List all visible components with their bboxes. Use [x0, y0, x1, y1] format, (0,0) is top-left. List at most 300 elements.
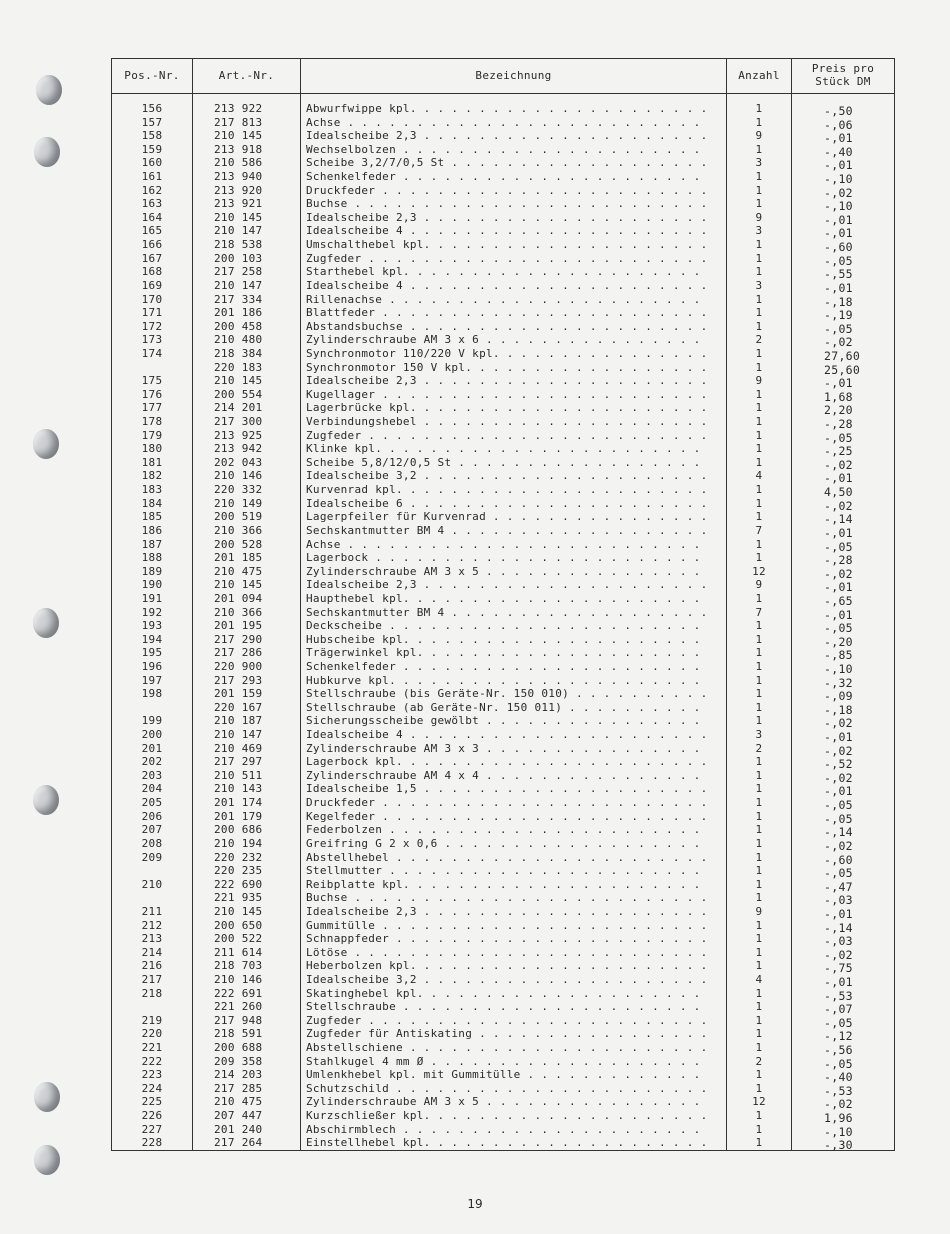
anzahl-cell: 1	[755, 415, 763, 429]
bezeichnung-cell: Verbindungshebel . . . . . . . . . . . . . . . . . . . . .	[306, 415, 708, 429]
anzahl-cell: 9	[755, 904, 763, 918]
preis-cell: -,01	[824, 526, 853, 540]
anzahl-cell: 1	[755, 796, 763, 810]
anzahl-cell: 1	[755, 959, 763, 973]
bezeichnung-column	[301, 94, 727, 1151]
art-cell: 218 384	[214, 346, 263, 360]
bezeichnung-cell: Druckfeder . . . . . . . . . . . . . . . . . . . . . . . .	[306, 183, 708, 197]
art-cell: 217 948	[214, 1013, 263, 1027]
punch-hole	[36, 75, 62, 105]
art-cell: 200 458	[214, 319, 263, 333]
bezeichnung-cell: Zylinderschraube AM 3 x 6 . . . . . . . . . . . . . . . .	[306, 333, 701, 347]
anzahl-cell: 1	[755, 102, 763, 115]
art-cell: 217 286	[214, 646, 263, 660]
art-cell: 210 475	[214, 1095, 263, 1109]
pos-cell: 183	[141, 483, 163, 497]
preis-cell: -,40	[824, 145, 853, 159]
pos-cell: 180	[141, 442, 163, 456]
pos-cell: 202	[141, 755, 163, 769]
pos-cell: 174	[141, 346, 163, 360]
art-cell: 200 688	[214, 1041, 263, 1055]
art-cell: 221 935	[214, 891, 263, 905]
bezeichnung-cell: Reibplatte kpl. . . . . . . . . . . . . . . . . . . . . .	[306, 877, 701, 891]
art-cell: 218 703	[214, 959, 263, 973]
anzahl-cell: 1	[755, 251, 763, 265]
bezeichnung-cell: Idealscheibe 2,3 . . . . . . . . . . . . . . . . . . . . .	[306, 904, 708, 918]
art-cell: 220 167	[214, 700, 263, 714]
preis-cell: 1,68	[824, 390, 853, 404]
art-cell: 214 203	[214, 1068, 263, 1082]
bezeichnung-cell: Stellschraube . . . . . . . . . . . . . . . . . . . . . .	[306, 1000, 701, 1014]
bezeichnung-cell: Zylinderschraube AM 3 x 3 . . . . . . . . . . . . . . . .	[306, 741, 701, 755]
pos-cell: 159	[141, 142, 163, 156]
pos-cell: 167	[141, 251, 163, 265]
art-cell: 213 918	[214, 142, 263, 156]
preis-cell: -,01	[824, 731, 853, 745]
bezeichnung-cell: Schnappfeder . . . . . . . . . . . . . . . . . . . . . . .	[306, 932, 708, 946]
art-cell: 201 195	[214, 619, 263, 633]
pos-cell: 204	[141, 782, 163, 796]
anzahl-cell: 1	[755, 1068, 763, 1082]
anzahl-cell: 1	[755, 170, 763, 184]
bezeichnung-cell: Synchronmotor 150 V kpl. . . . . . . . . . . . . . . . . .	[306, 360, 708, 374]
bezeichnung-cell: Zugfeder für Antiskating . . . . . . . . . . . . . . . . .	[306, 1027, 708, 1041]
art-cell: 210 145	[214, 374, 263, 388]
anzahl-cell: 1	[755, 714, 763, 728]
bezeichnung-cell: Stellschraube (ab Geräte-Nr. 150 011) . . . . . . . . . .	[306, 700, 701, 714]
bezeichnung-cell: Zugfeder . . . . . . . . . . . . . . . . . . . . . . . . .	[306, 251, 708, 265]
preis-cell: -,01	[824, 581, 853, 595]
preis-cell: 27,60	[824, 349, 861, 363]
preis-column	[792, 94, 895, 1151]
art-cell: 209 358	[214, 1054, 263, 1068]
pos-cell: 179	[141, 428, 163, 442]
preis-cell: -,01	[824, 472, 853, 486]
art-cell: 222 691	[214, 986, 263, 1000]
art-cell: 217 264	[214, 1136, 263, 1150]
anzahl-cell: 9	[755, 210, 763, 224]
pos-cell: 205	[141, 796, 163, 810]
art-cell: 200 519	[214, 510, 263, 524]
pos-cell: 178	[141, 415, 163, 429]
anzahl-cell: 7	[755, 523, 763, 537]
pos-cell: 217	[141, 973, 163, 986]
pos-cell: 212	[141, 918, 163, 932]
pos-cell	[112, 1000, 192, 1014]
bezeichnung-cell: Lagerbrücke kpl. . . . . . . . . . . . . . . . . . . . . .	[306, 401, 708, 415]
pos-cell	[112, 864, 192, 878]
preis-cell: -,02	[824, 499, 853, 513]
anzahl-cell: 1	[755, 782, 763, 796]
bezeichnung-cell: Kurzschließer kpl. . . . . . . . . . . . . . . . . . . . .	[306, 1109, 708, 1123]
art-cell: 201 186	[214, 306, 263, 320]
bezeichnung-cell: Heberbolzen kpl. . . . . . . . . . . . . . . . . . . . . .	[306, 959, 708, 973]
bezeichnung-cell: Blattfeder . . . . . . . . . . . . . . . . . . . . . . . .	[306, 306, 708, 320]
anzahl-cell: 1	[755, 932, 763, 946]
pos-cell: 211	[141, 904, 163, 918]
bezeichnung-cell: Hubscheibe kpl. . . . . . . . . . . . . . . . . . . . . .	[306, 632, 701, 646]
anzahl-cell: 1	[755, 945, 763, 959]
preis-cell: -,05	[824, 812, 853, 826]
pos-cell: 203	[141, 768, 163, 782]
preis-cell: -,01	[824, 227, 853, 241]
anzahl-cell: 3	[755, 156, 763, 170]
pos-cell: 194	[141, 632, 163, 646]
bezeichnung-cell: Schenkelfeder . . . . . . . . . . . . . . . . . . . . . .	[306, 659, 701, 673]
pos-cell: 210	[141, 877, 163, 891]
art-cell: 217 300	[214, 415, 263, 429]
anzahl-cell: 1	[755, 238, 763, 252]
bezeichnung-cell: Federbolzen . . . . . . . . . . . . . . . . . . . . . . .	[306, 823, 701, 837]
anzahl-cell: 1	[755, 700, 763, 714]
preis-cell: -,02	[824, 567, 853, 581]
bezeichnung-cell: Abstandsbuchse . . . . . . . . . . . . . . . . . . . . . .	[306, 319, 708, 333]
preis-cell: -,05	[824, 867, 853, 881]
anzahl-cell: 1	[755, 551, 763, 565]
bezeichnung-cell: Starthebel kpl. . . . . . . . . . . . . . . . . . . . . .	[306, 265, 701, 279]
header-preis	[792, 59, 895, 94]
art-cell: 218 591	[214, 1027, 263, 1041]
art-cell: 210 469	[214, 741, 263, 755]
header-pos: Pos.-Nr.	[112, 59, 193, 94]
pos-cell: 165	[141, 224, 163, 238]
pos-cell: 171	[141, 306, 163, 320]
pos-cell: 226	[141, 1109, 163, 1123]
art-cell: 210 480	[214, 333, 263, 347]
pos-cell: 220	[141, 1027, 163, 1041]
preis-cell: -,14	[824, 826, 853, 840]
anzahl-cell: 1	[755, 197, 763, 211]
page-number: 19	[467, 1197, 483, 1211]
pos-cell: 187	[141, 537, 163, 551]
anzahl-column	[727, 94, 792, 1151]
art-cell: 214 201	[214, 401, 263, 415]
anzahl-cell: 1	[755, 619, 763, 633]
bezeichnung-cell: Wechselbolzen . . . . . . . . . . . . . . . . . . . . . .	[306, 142, 701, 156]
pos-cell: 161	[141, 170, 163, 184]
anzahl-cell: 1	[755, 877, 763, 891]
art-cell: 213 940	[214, 170, 263, 184]
preis-cell: -,05	[824, 799, 853, 813]
preis-cell: -,03	[824, 894, 853, 908]
art-cell: 217 258	[214, 265, 263, 279]
preis-cell: -,02	[824, 771, 853, 785]
pos-cell: 201	[141, 741, 163, 755]
pos-cell: 214	[141, 945, 163, 959]
preis-cell: -,60	[824, 853, 853, 867]
anzahl-cell: 12	[752, 1095, 766, 1109]
pos-cell: 172	[141, 319, 163, 333]
art-cell: 217 813	[214, 115, 263, 129]
anzahl-cell: 1	[755, 687, 763, 701]
preis-cell: -,02	[824, 336, 853, 350]
anzahl-cell: 3	[755, 224, 763, 238]
preis-cell: -,01	[824, 976, 853, 989]
anzahl-cell: 1	[755, 659, 763, 673]
anzahl-cell: 1	[755, 1136, 763, 1150]
pos-cell: 209	[141, 850, 163, 864]
anzahl-cell: 1	[755, 918, 763, 932]
art-cell: 213 921	[214, 197, 263, 211]
bezeichnung-cell: Achse . . . . . . . . . . . . . . . . . . . . . . . . . .	[306, 115, 701, 129]
art-cell: 210 511	[214, 768, 263, 782]
preis-cell: -,40	[824, 1071, 853, 1085]
bezeichnung-cell: Idealscheibe 3,2 . . . . . . . . . . . . . . . . . . . . .	[306, 469, 708, 483]
art-cell: 210 586	[214, 156, 263, 170]
preis-cell: -,18	[824, 295, 853, 309]
art-cell: 210 366	[214, 523, 263, 537]
anzahl-cell: 1	[755, 1109, 763, 1123]
anzahl-cell: 1	[755, 1041, 763, 1055]
bezeichnung-cell: Rillenachse . . . . . . . . . . . . . . . . . . . . . . .	[306, 292, 701, 306]
art-cell: 210 147	[214, 728, 263, 742]
art-cell: 200 522	[214, 932, 263, 946]
bezeichnung-cell: Sechskantmutter BM 4 . . . . . . . . . . . . . . . . . . .	[306, 605, 708, 619]
anzahl-cell: 1	[755, 360, 763, 374]
preis-cell: -,03	[824, 935, 853, 949]
anzahl-cell: 1	[755, 319, 763, 333]
pos-cell: 177	[141, 401, 163, 415]
bezeichnung-cell: Zugfeder . . . . . . . . . . . . . . . . . . . . . . . . .	[306, 1013, 708, 1027]
anzahl-cell: 2	[755, 333, 763, 347]
header-bezeichnung: Bezeichnung	[301, 59, 727, 94]
anzahl-cell: 1	[755, 483, 763, 497]
anzahl-cell: 9	[755, 374, 763, 388]
pos-cell: 206	[141, 809, 163, 823]
pos-cell: 188	[141, 551, 163, 565]
anzahl-cell: 1	[755, 183, 763, 197]
pos-cell: 195	[141, 646, 163, 660]
art-cell: 200 528	[214, 537, 263, 551]
art-cell: 217 297	[214, 755, 263, 769]
art-cell: 210 147	[214, 278, 263, 292]
bezeichnung-cell: Lagerpfeiler für Kurvenrad . . . . . . . . . . . . . . . .	[306, 510, 708, 524]
preis-cell: -,19	[824, 309, 853, 323]
bezeichnung-cell: Schenkelfeder . . . . . . . . . . . . . . . . . . . . . .	[306, 170, 701, 184]
art-cell: 210 147	[214, 224, 263, 238]
anzahl-cell: 1	[755, 809, 763, 823]
preis-cell: -,52	[824, 758, 853, 772]
anzahl-cell: 12	[752, 564, 766, 578]
art-cell: 210 366	[214, 605, 263, 619]
preis-cell: -,05	[824, 622, 853, 636]
anzahl-cell: 1	[755, 1122, 763, 1136]
preis-cell: -,02	[824, 948, 853, 962]
art-cell: 200 103	[214, 251, 263, 265]
art-cell: 213 920	[214, 183, 263, 197]
pos-cell: 189	[141, 564, 163, 578]
art-cell: 222 690	[214, 877, 263, 891]
art-column	[193, 94, 301, 1151]
bezeichnung-cell: Idealscheibe 4 . . . . . . . . . . . . . . . . . . . . . .	[306, 728, 708, 742]
pos-cell: 196	[141, 659, 163, 673]
pos-cell: 170	[141, 292, 163, 306]
punch-hole	[34, 1145, 60, 1175]
bezeichnung-cell: Abstellhebel . . . . . . . . . . . . . . . . . . . . . . .	[306, 850, 708, 864]
pos-cell: 224	[141, 1081, 163, 1095]
anzahl-cell: 9	[755, 129, 763, 143]
bezeichnung-cell: Schutzschild . . . . . . . . . . . . . . . . . . . . . . .	[306, 1081, 708, 1095]
anzahl-cell: 1	[755, 387, 763, 401]
pos-cell: 157	[141, 115, 163, 129]
pos-cell: 156	[141, 102, 163, 115]
preis-cell: -,01	[824, 608, 853, 622]
punch-hole	[34, 137, 60, 167]
art-cell: 217 290	[214, 632, 263, 646]
bezeichnung-cell: Abstellschiene . . . . . . . . . . . . . . . . . . . . . .	[306, 1041, 708, 1055]
bezeichnung-cell: Druckfeder . . . . . . . . . . . . . . . . . . . . . . . .	[306, 796, 708, 810]
art-cell: 217 293	[214, 673, 263, 687]
anzahl-cell: 1	[755, 455, 763, 469]
bezeichnung-cell: Umlenkhebel kpl. mit Gummitülle . . . . . . . . . . . . .	[306, 1068, 701, 1082]
anzahl-cell: 2	[755, 1054, 763, 1068]
pos-cell: 191	[141, 591, 163, 605]
bezeichnung-cell: Umschalthebel kpl. . . . . . . . . . . . . . . . . . . . .	[306, 238, 708, 252]
anzahl-cell: 1	[755, 755, 763, 769]
pos-cell: 185	[141, 510, 163, 524]
preis-cell: -,05	[824, 540, 853, 554]
bezeichnung-cell: Zylinderschraube AM 4 x 4 . . . . . . . . . . . . . . . .	[306, 768, 701, 782]
anzahl-cell: 1	[755, 768, 763, 782]
preis-cell: -,20	[824, 635, 853, 649]
bezeichnung-cell: Lagerbock . . . . . . . . . . . . . . . . . . . . . . . .	[306, 551, 701, 565]
preis-cell: -,01	[824, 213, 853, 227]
preis-cell: -,02	[824, 1098, 853, 1112]
bezeichnung-cell: Einstellhebel kpl. . . . . . . . . . . . . . . . . . . . .	[306, 1136, 708, 1150]
art-cell: 220 332	[214, 483, 263, 497]
bezeichnung-cell: Gummitülle . . . . . . . . . . . . . . . . . . . . . . . .	[306, 918, 708, 932]
art-cell: 202 043	[214, 455, 263, 469]
anzahl-cell: 1	[755, 401, 763, 415]
preis-cell: -,53	[824, 1084, 853, 1098]
anzahl-cell: 1	[755, 1081, 763, 1095]
pos-cell: 223	[141, 1068, 163, 1082]
anzahl-cell: 1	[755, 591, 763, 605]
preis-cell: -,75	[824, 962, 853, 976]
pos-cell: 181	[141, 455, 163, 469]
bezeichnung-cell: Idealscheibe 1,5 . . . . . . . . . . . . . . . . . . . . .	[306, 782, 708, 796]
anzahl-cell: 1	[755, 115, 763, 129]
anzahl-cell: 1	[755, 496, 763, 510]
art-cell: 200 686	[214, 823, 263, 837]
preis-cell: -,85	[824, 649, 853, 663]
anzahl-cell: 1	[755, 510, 763, 524]
bezeichnung-cell: Synchronmotor 110/220 V kpl. . . . . . . . . . . . . . . .	[306, 346, 708, 360]
art-cell: 220 900	[214, 659, 263, 673]
pos-cell: 193	[141, 619, 163, 633]
pos-cell: 218	[141, 986, 163, 1000]
pos-cell: 160	[141, 156, 163, 170]
header-row	[112, 59, 895, 94]
preis-cell: -,01	[824, 377, 853, 391]
anzahl-cell: 9	[755, 578, 763, 592]
pos-cell: 186	[141, 523, 163, 537]
anzahl-cell: 2	[755, 741, 763, 755]
anzahl-cell: 1	[755, 306, 763, 320]
preis-cell: -,07	[824, 1003, 853, 1017]
anzahl-cell: 1	[755, 646, 763, 660]
anzahl-cell: 1	[755, 292, 763, 306]
punch-hole	[34, 1082, 60, 1112]
bezeichnung-cell: Idealscheibe 4 . . . . . . . . . . . . . . . . . . . . . .	[306, 224, 708, 238]
bezeichnung-cell: Kugellager . . . . . . . . . . . . . . . . . . . . . . . .	[306, 387, 708, 401]
anzahl-cell: 3	[755, 728, 763, 742]
preis-cell: -,02	[824, 717, 853, 731]
art-cell: 201 174	[214, 796, 263, 810]
pos-cell: 168	[141, 265, 163, 279]
art-cell: 220 235	[214, 864, 263, 878]
preis-cell: -,30	[824, 1139, 853, 1153]
preis-cell: -,50	[824, 105, 853, 118]
art-cell: 201 179	[214, 809, 263, 823]
bezeichnung-cell: Skatinghebel kpl. . . . . . . . . . . . . . . . . . . . .	[306, 986, 701, 1000]
preis-cell: -,05	[824, 254, 853, 268]
pos-cell: 176	[141, 387, 163, 401]
art-cell: 210 146	[214, 973, 263, 986]
preis-cell: -,10	[824, 200, 853, 214]
bezeichnung-cell: Buchse . . . . . . . . . . . . . . . . . . . . . . . . . .	[306, 197, 708, 211]
bezeichnung-cell: Hubkurve kpl. . . . . . . . . . . . . . . . . . . . . . .	[306, 673, 701, 687]
bezeichnung-cell: Idealscheibe 3,2 . . . . . . . . . . . . . . . . . . . . .	[306, 973, 708, 986]
anzahl-cell: 3	[755, 278, 763, 292]
preis-cell: -,47	[824, 880, 853, 894]
anzahl-cell: 1	[755, 1000, 763, 1014]
bezeichnung-cell: Deckscheibe . . . . . . . . . . . . . . . . . . . . . . .	[306, 619, 701, 633]
art-cell: 213 942	[214, 442, 263, 456]
preis-cell: -,05	[824, 431, 853, 445]
pos-cell: 200	[141, 728, 163, 742]
anzahl-cell: 1	[755, 1013, 763, 1027]
pos-cell: 213	[141, 932, 163, 946]
preis-cell: -,01	[824, 785, 853, 799]
bezeichnung-cell: Zugfeder . . . . . . . . . . . . . . . . . . . . . . . . .	[306, 428, 708, 442]
preis-cell: -,10	[824, 173, 853, 187]
pos-cell: 228	[141, 1136, 163, 1150]
pos-cell: 221	[141, 1041, 163, 1055]
pos-cell	[112, 361, 192, 375]
anzahl-cell: 1	[755, 142, 763, 156]
art-cell: 213 925	[214, 428, 263, 442]
art-cell: 210 149	[214, 496, 263, 510]
pos-cell	[112, 701, 192, 715]
art-cell: 213 922	[214, 102, 263, 115]
preis-cell: -,14	[824, 921, 853, 935]
preis-cell: -,02	[824, 839, 853, 853]
pos-cell: 227	[141, 1122, 163, 1136]
art-cell: 210 145	[214, 904, 263, 918]
art-cell: 221 260	[214, 1000, 263, 1014]
preis-cell: -,56	[824, 1044, 853, 1058]
preis-cell: 1,96	[824, 1112, 853, 1126]
preis-cell: -,28	[824, 554, 853, 568]
bezeichnung-cell: Kegelfeder . . . . . . . . . . . . . . . . . . . . . . . .	[306, 809, 708, 823]
art-cell: 210 475	[214, 564, 263, 578]
anzahl-cell: 1	[755, 1027, 763, 1041]
anzahl-cell: 1	[755, 632, 763, 646]
preis-cell: -,01	[824, 159, 853, 173]
anzahl-cell: 1	[755, 986, 763, 1000]
anzahl-cell: 1	[755, 850, 763, 864]
pos-cell: 225	[141, 1095, 163, 1109]
bezeichnung-cell: Sechskantmutter BM 4 . . . . . . . . . . . . . . . . . . .	[306, 523, 708, 537]
pos-cell: 169	[141, 278, 163, 292]
pos-cell: 173	[141, 333, 163, 347]
preis-cell: -,18	[824, 703, 853, 717]
art-cell: 211 614	[214, 945, 263, 959]
bezeichnung-cell: Buchse . . . . . . . . . . . . . . . . . . . . . . . . . .	[306, 891, 708, 905]
bezeichnung-cell: Zylinderschraube AM 3 x 5 . . . . . . . . . . . . . . . .	[306, 564, 701, 578]
pos-cell: 199	[141, 714, 163, 728]
